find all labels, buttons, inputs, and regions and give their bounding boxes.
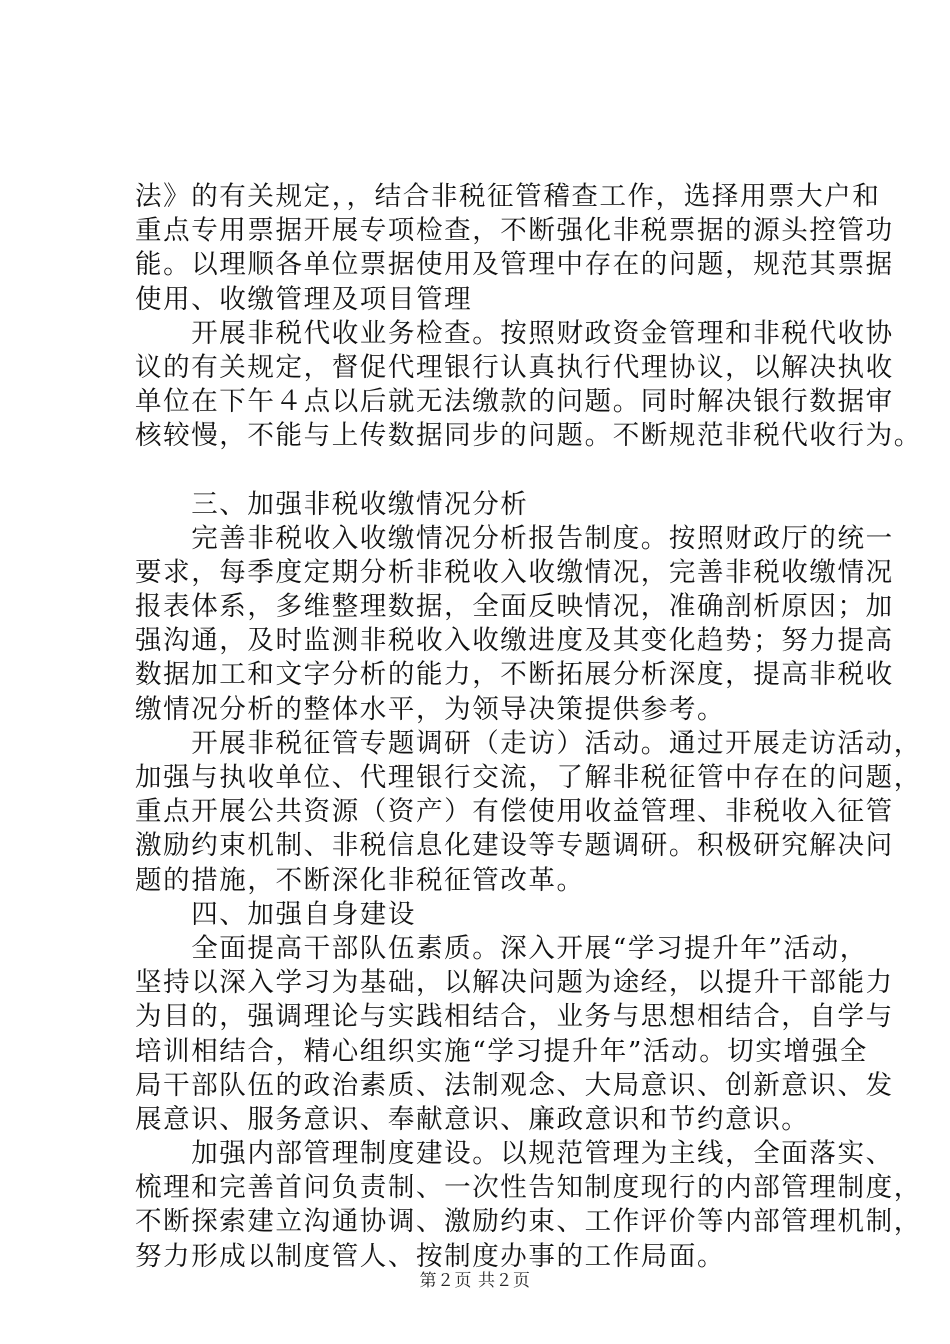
text-line: 坚持以深入学习为基础，以解决问题为途经，以提升干部能力	[135, 967, 894, 999]
text-line: 开展非税征管专题调研（走访）活动。通过开展走访活动，	[135, 727, 922, 759]
text-line: 加强内部管理制度建设。以规范管理为主线，全面落实、	[135, 1138, 894, 1170]
text-line: 使用、收缴管理及项目管理	[135, 283, 473, 315]
text-line: 缴情况分析的整体水平，为领导决策提供参考。	[135, 693, 726, 725]
paragraph-internal-management	[135, 1137, 922, 1274]
text-line: 局干部队伍的政治素质、法制观念、大局意识、创新意识、发	[135, 1069, 894, 1101]
paragraph-spacer	[135, 454, 855, 488]
paragraph-agency-collection-check	[135, 317, 922, 454]
text-line: 数据加工和文字分析的能力，不断拓展分析深度，提高非税收	[135, 659, 894, 691]
heading-line: 三、加强非税收缴情况分析	[135, 488, 529, 520]
text-line: 为目的，强调理论与实践相结合，业务与思想相结合，自学与	[135, 1001, 894, 1033]
text-line: 报表体系，多维整理数据，全面反映情况，准确剖析原因；加	[135, 591, 894, 623]
paragraph-staff-quality	[135, 932, 894, 1137]
text-line: 要求，每季度定期分析非税收入收缴情况，完善非税收缴情况	[135, 556, 894, 588]
section-heading-3	[135, 488, 855, 522]
paragraph-research-visits	[135, 727, 922, 898]
section-heading-4	[135, 898, 855, 932]
text-line: 强沟通，及时监测非税收入收缴进度及其变化趋势；努力提高	[135, 625, 894, 657]
text-line: 加强与执收单位、代理银行交流，了解非税征管中存在的问题，	[135, 762, 922, 793]
text-line: 重点专用票据开展专项检查，不断强化非税票据的源头控管功	[135, 215, 894, 247]
text-line: 能。以理顺各单位票据使用及管理中存在的问题，规范其票据	[135, 249, 894, 281]
text-line: 展意识、服务意识、奉献意识、廉政意识和节约意识。	[135, 1103, 810, 1135]
page-number-footer: 第２页 共２页	[419, 1271, 531, 1291]
text-line: 重点开展公共资源（资产）有偿使用收益管理、非税收入征管	[135, 796, 894, 828]
text-line: 议的有关规定，督促代理银行认真执行代理协议，以解决执收	[135, 351, 894, 383]
text-line: 开展非税代收业务检查。按照财政资金管理和非税代收协	[135, 317, 894, 349]
text-line: 激励约束机制、非税信息化建设等专题调研。积极研究解决问	[135, 830, 894, 862]
text-line: 单位在下午４点以后就无法缴款的问题。同时解决银行数据审	[135, 386, 894, 418]
text-line: 全面提高干部队伍素质。深入开展“学习提升年”活动，	[135, 932, 868, 964]
text-line: 努力形成以制度管人、按制度办事的工作局面。	[135, 1240, 726, 1272]
text-line: 核较慢，不能与上传数据同步的问题。不断规范非税代收行为。	[135, 420, 922, 452]
text-line: 法》的有关规定，，结合非税征管稽查工作，选择用票大户和	[135, 181, 881, 212]
heading-line: 四、加强自身建设	[135, 898, 416, 930]
document-body	[135, 180, 922, 1274]
text-line: 培训相结合，精心组织实施“学习提升年”活动。切实增强全	[135, 1035, 868, 1067]
paragraph-bill-inspection	[135, 180, 894, 317]
text-line: 完善非税收入收缴情况分析报告制度。按照财政厅的统一	[135, 522, 894, 554]
text-line: 题的措施，不断深化非税征管改革。	[135, 864, 585, 896]
text-line: 梳理和完善首问负责制、一次性告知制度现行的内部管理制度，	[135, 1172, 922, 1204]
text-line: 不断探索建立沟通协调、激励约束、工作评价等内部管理机制，	[135, 1206, 922, 1238]
paragraph-analysis-report	[135, 522, 894, 727]
